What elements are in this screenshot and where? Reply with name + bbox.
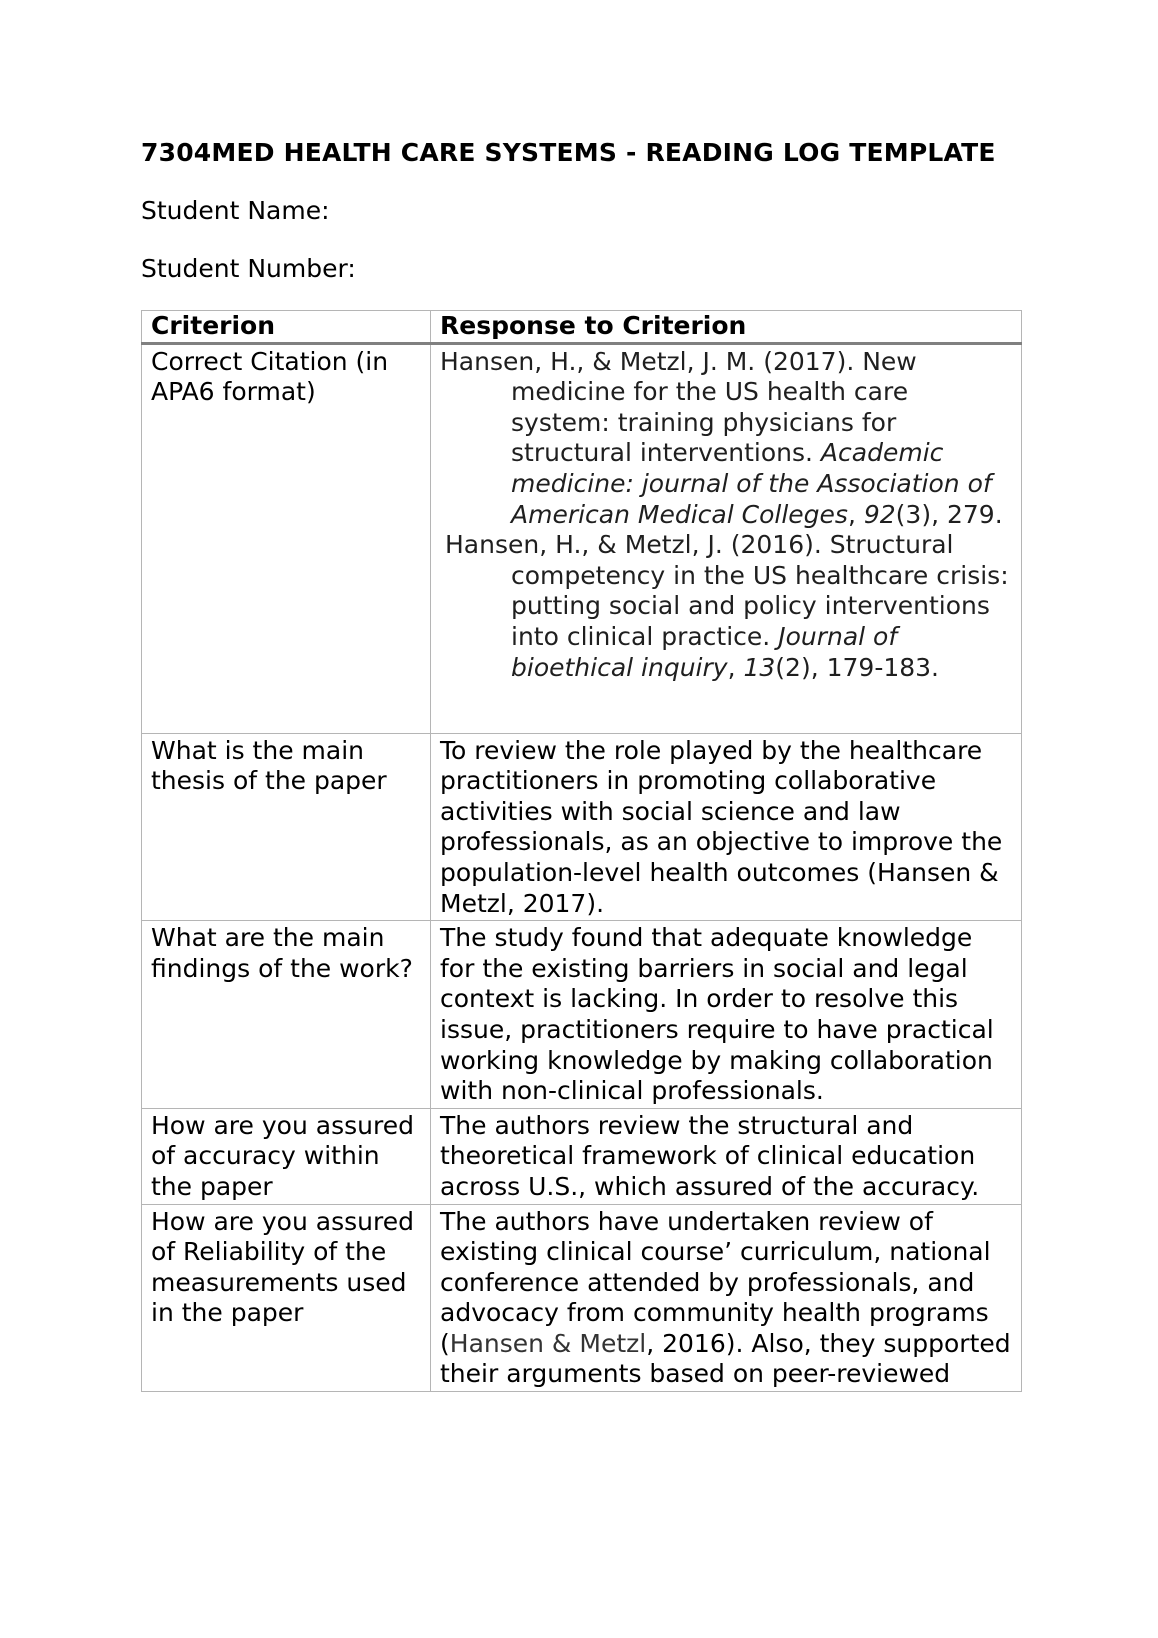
response-cell: The study found that adequate knowledge for the existing barriers in social and legal context is lacking. In order to resolve this issue, practitioners require to have practical working knowledge by making collaboration with non-clinical professionals. — [431, 921, 1022, 1109]
table-row — [142, 1108, 1022, 1204]
document-title: 7304MED HEALTH CARE SYSTEMS - READING LOG TEMPLATE — [141, 138, 996, 167]
header-criterion: Criterion — [142, 311, 431, 344]
reading-log-table — [141, 310, 1022, 1392]
table-row — [142, 733, 1022, 921]
reference-entry: Hansen, H., & Metzl, J. M. (2017). New medicine for the US health care system: training physicians for structural interventions. Academic medicine: journal of the Association of American Medical Colleges, 92(3), 279. — [440, 346, 1003, 529]
table-header-row — [142, 311, 1022, 344]
table-row — [142, 343, 1022, 733]
response-cell: To review the role played by the healthcare practitioners in promoting collaborative activities with social science and law professionals, as an objective to improve the population-level health outcomes (Hansen & Metzl, 2017). — [431, 733, 1022, 921]
response-cell: The authors review the structural and theoretical framework of clinical education across U.S., which assured of the accuracy. — [431, 1108, 1022, 1204]
response-cell — [431, 343, 1022, 733]
table-row — [142, 921, 1022, 1109]
criterion-cell: How are you assured of Reliability of the measurements used in the paper — [142, 1204, 431, 1392]
inline-citation: Hansen & Metzl — [449, 1328, 647, 1358]
header-response: Response to Criterion — [431, 311, 1022, 344]
criterion-cell: What are the main findings of the work? — [142, 921, 431, 1109]
table-row — [142, 1204, 1022, 1392]
student-name-label: Student Name: — [141, 196, 330, 225]
student-number-label: Student Number: — [141, 254, 356, 283]
criterion-cell: What is the main thesis of the paper — [142, 733, 431, 921]
criterion-cell: How are you assured of accuracy within the paper — [142, 1108, 431, 1204]
criterion-cell: Correct Citation (in APA6 format) — [142, 343, 431, 733]
response-cell: The authors have undertaken review of existing clinical course’ curriculum, national conference attended by professionals, and advocacy from community health programs (Hansen & Metzl, 2016). Also, they supported their arguments based on peer-reviewed — [431, 1204, 1022, 1392]
reference-entry: Hansen, H., & Metzl, J. (2016). Structural competency in the US healthcare crisis: putting social and policy interventions into clinical practice. Journal of bioethical inquiry, 13(2), 179-183. — [445, 530, 1009, 682]
